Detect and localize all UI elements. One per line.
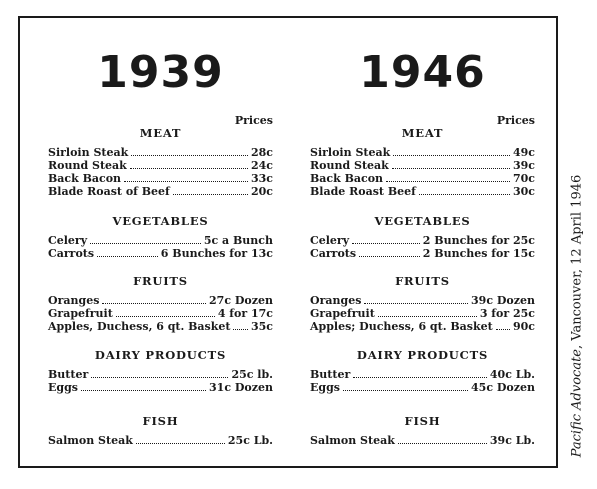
item-price: 90c	[512, 320, 535, 333]
column-1939	[48, 18, 273, 466]
section-title: MEAT	[139, 126, 182, 140]
dot-leader	[97, 247, 158, 257]
price-row	[48, 146, 273, 159]
item-name: Salmon Steak	[310, 434, 395, 447]
dot-leader	[136, 434, 225, 444]
item-price: 4 for 17c	[217, 307, 273, 320]
item-price: 40c Lb.	[489, 368, 535, 381]
section-fish	[48, 414, 273, 447]
dot-leader	[364, 294, 468, 304]
price-row	[48, 294, 273, 307]
dot-leader	[131, 146, 248, 156]
item-price: 5c a Bunch	[203, 234, 273, 247]
section-title: VEGETABLES	[112, 214, 209, 228]
dot-leader	[398, 434, 487, 444]
section-title: FRUITS	[395, 274, 450, 288]
price-row	[48, 381, 273, 394]
item-price: 24c	[250, 159, 273, 172]
price-row	[310, 185, 535, 198]
dot-leader	[359, 247, 420, 257]
item-price: 25c lb.	[231, 368, 273, 381]
item-name: Apples, Duchess, 6 qt. Basket	[48, 320, 231, 333]
dot-leader	[378, 307, 477, 317]
section-dairy-products	[310, 348, 535, 394]
item-price: 49c	[512, 146, 535, 159]
item-name: Round Steak	[310, 159, 389, 172]
dot-leader	[392, 159, 510, 169]
dot-leader	[91, 368, 228, 378]
dot-leader	[90, 234, 201, 244]
item-price: 27c Dozen	[209, 294, 273, 307]
caption-publication: Pacific Advocate	[569, 349, 585, 458]
price-row	[310, 320, 535, 333]
price-row	[48, 307, 273, 320]
item-name: Butter	[310, 368, 351, 381]
dot-leader	[116, 307, 215, 317]
price-comparison-frame	[18, 16, 558, 468]
item-price: 39c	[512, 159, 535, 172]
section-title: DAIRY PRODUCTS	[94, 348, 227, 362]
dot-leader	[419, 185, 510, 195]
price-row	[48, 159, 273, 172]
dot-leader	[173, 185, 248, 195]
price-row	[48, 320, 273, 333]
prices-label: Prices	[234, 114, 273, 127]
price-row	[48, 172, 273, 185]
item-name: Blade Roast Beef	[310, 185, 416, 198]
item-price: 39c Lb.	[489, 434, 535, 447]
column-1946	[310, 18, 535, 466]
section-fruits	[310, 274, 535, 333]
dot-leader	[353, 368, 487, 378]
section-title: VEGETABLES	[374, 214, 471, 228]
dot-leader	[102, 294, 206, 304]
price-row	[310, 434, 535, 447]
section-title: FISH	[142, 414, 179, 428]
item-price: 6 Bunches for 13c	[160, 247, 273, 260]
item-name: Apples; Duchess, 6 qt. Basket	[310, 320, 493, 333]
section-title: FRUITS	[133, 274, 188, 288]
price-row	[310, 159, 535, 172]
item-price: 31c Dozen	[209, 381, 273, 394]
source-caption	[570, 175, 585, 458]
item-name: Salmon Steak	[48, 434, 133, 447]
section-title: MEAT	[401, 126, 444, 140]
year-heading: 1939	[97, 47, 224, 98]
section-vegetables	[310, 214, 535, 260]
item-name: Back Bacon	[310, 172, 384, 185]
price-row	[310, 381, 535, 394]
item-name: Eggs	[48, 381, 78, 394]
item-name: Eggs	[310, 381, 340, 394]
prices-label: Prices	[496, 114, 535, 127]
section-fruits	[48, 274, 273, 333]
caption-details: , Vancouver, 12 April 1946	[569, 174, 585, 350]
item-name: Sirloin Steak	[310, 146, 391, 159]
item-price: 33c	[250, 172, 273, 185]
item-price: 2 Bunches for 15c	[422, 247, 535, 260]
price-row	[310, 368, 535, 381]
dot-leader	[124, 172, 248, 182]
item-price: 2 Bunches for 25c	[422, 234, 535, 247]
section-dairy-products	[48, 348, 273, 394]
section-fish	[310, 414, 535, 447]
price-row	[310, 234, 535, 247]
item-name: Blade Roast of Beef	[48, 185, 170, 198]
dot-leader	[343, 381, 468, 391]
dot-leader	[393, 146, 510, 156]
price-row	[310, 247, 535, 260]
item-name: Carrots	[48, 247, 95, 260]
item-name: Celery	[48, 234, 88, 247]
item-name: Grapefruit	[48, 307, 113, 320]
item-price: 39c Dozen	[471, 294, 535, 307]
price-row	[48, 247, 273, 260]
dot-leader	[81, 381, 206, 391]
item-name: Butter	[48, 368, 89, 381]
item-name: Oranges	[48, 294, 100, 307]
section-title: FISH	[404, 414, 441, 428]
section-vegetables	[48, 214, 273, 260]
item-name: Sirloin Steak	[48, 146, 129, 159]
dot-leader	[496, 320, 510, 330]
item-name: Grapefruit	[310, 307, 375, 320]
section-meat	[310, 126, 535, 198]
dot-leader	[233, 320, 248, 330]
item-price: 30c	[512, 185, 535, 198]
item-price: 70c	[512, 172, 535, 185]
section-title: DAIRY PRODUCTS	[356, 348, 489, 362]
price-row	[48, 185, 273, 198]
dot-leader	[130, 159, 248, 169]
year-heading: 1946	[359, 47, 486, 98]
item-price: 3 for 25c	[479, 307, 535, 320]
price-row	[48, 368, 273, 381]
price-row	[310, 307, 535, 320]
price-row	[48, 234, 273, 247]
item-price: 20c	[250, 185, 273, 198]
price-row	[310, 294, 535, 307]
item-name: Round Steak	[48, 159, 127, 172]
dot-leader	[386, 172, 510, 182]
item-price: 25c Lb.	[227, 434, 273, 447]
item-name: Back Bacon	[48, 172, 122, 185]
dot-leader	[352, 234, 420, 244]
price-row	[310, 146, 535, 159]
item-name: Oranges	[310, 294, 362, 307]
item-price: 28c	[250, 146, 273, 159]
price-row	[48, 434, 273, 447]
item-price: 35c	[250, 320, 273, 333]
item-name: Celery	[310, 234, 350, 247]
section-meat	[48, 126, 273, 198]
item-name: Carrots	[310, 247, 357, 260]
price-row	[310, 172, 535, 185]
item-price: 45c Dozen	[471, 381, 535, 394]
